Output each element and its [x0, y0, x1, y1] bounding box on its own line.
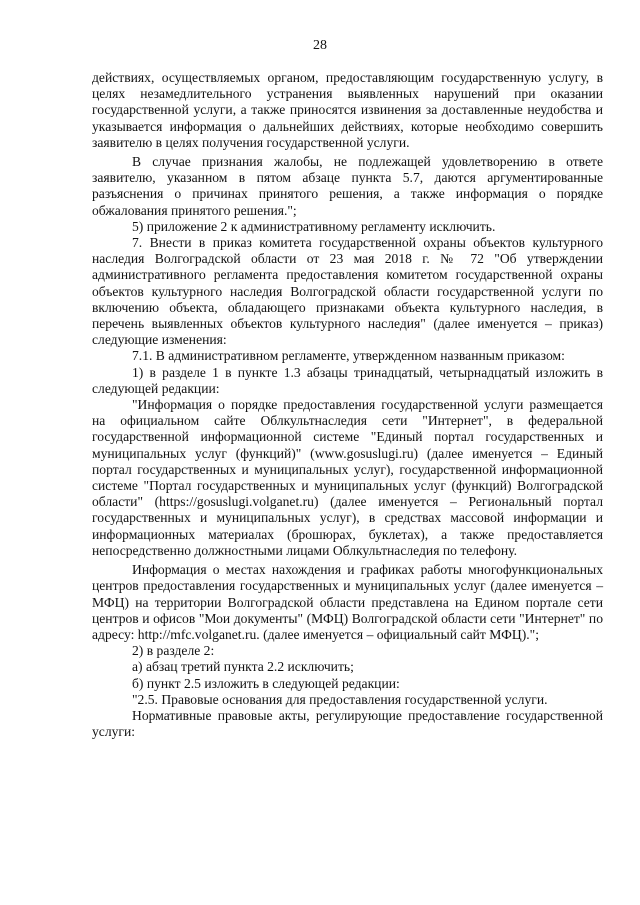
- paragraph-information-procedure: "Информация о порядке предоставления государственной услуги размещается на официальном сайте Облкультнаследия сети "Интернет", в федеральной государственной информационной системе "Единый портал государственных и муниципальных услуг (функций)" (www.gosuslugi.ru) (далее именуется – Единый портал государственных и муниципальных услуг), государственной информационной системе "Портал государственных и муниципальных услуг (функций) Волгоградской области" (https://gosuslugi.volganet.ru) (далее именуется – Региональный портал государственных и муниципальных услуг), в средствах массовой информации и информационных материалах (брошюрах, буклетах), а также предоставляется непосредственно должностными лицами Облкультнаследия по телефону.: [92, 397, 603, 558]
- paragraph-item-a: а) абзац третий пункта 2.2 исключить;: [132, 659, 354, 675]
- paragraph-legal-grounds: "2.5. Правовые основания для предоставления государственной услуги.: [132, 691, 548, 707]
- paragraph-item-7-1: 7.1. В административном регламенте, утвержденном названным приказом:: [132, 348, 565, 364]
- paragraph-appendix-removal: 5) приложение 2 к административному регламенту исключить.: [132, 218, 496, 234]
- document-body: [92, 70, 603, 740]
- paragraph-mfc-information: Информация о местах нахождения и графиках работы многофункциональных центров предоставления государственных и муниципальных услуг (далее именуется – МФЦ) на территории Волгоградской области представлена на Едином портале сети центров и офисов "Мои документы" (МФЦ) Волгоградской области сети "Интернет" по адресу: http://mfc.volganet.ru. (далее именуется – официальный сайт МФЦ).";: [92, 562, 603, 642]
- paragraph-item-7: 7. Внести в приказ комитета государственной охраны объектов культурного наследия Волгоградской области от 23 мая 2018 г. № 72 "Об утверждении административного регламента предоставления комитетом государственной охраны объектов культурного наследия Волгоградской области государственной услуги по включению объекта, обладающего признаками объекта культурного наследия, в перечень выявленных объектов культурного наследия" (далее именуется – приказ) следующие изменения:: [92, 235, 603, 348]
- paragraph-item-b: б) пункт 2.5 изложить в следующей редакции:: [132, 675, 400, 691]
- paragraph-complaint-rejection: В случае признания жалобы, не подлежащей удовлетворению в ответе заявителю, указанном в пятом абзаце пункта 5.7, даются аргументированные разъяснения о причинах принятого решения, а также информация о порядке обжалования принятого решения.";: [92, 154, 603, 218]
- paragraph-regulatory-acts: Нормативные правовые акты, регулирующие предоставление государственной услуги:: [92, 707, 603, 740]
- page-number: 28: [313, 38, 327, 53]
- paragraph-section-2: 2) в разделе 2:: [132, 643, 215, 659]
- paragraph-complaint-actions: действиях, осуществляемых органом, предоставляющим государственную услугу, в целях незамедлительного устранения выявленных нарушений при оказании государственной услуги, а также приносятся извинения за доставленные неудобства и указывается информация о дальнейших действиях, которые необходимо совершить заявителю в целях получения государственной услуги.: [92, 70, 603, 150]
- paragraph-section-1: 1) в разделе 1 в пункте 1.3 абзацы тринадцатый, четырнадцатый изложить в следующей редакции:: [92, 364, 603, 396]
